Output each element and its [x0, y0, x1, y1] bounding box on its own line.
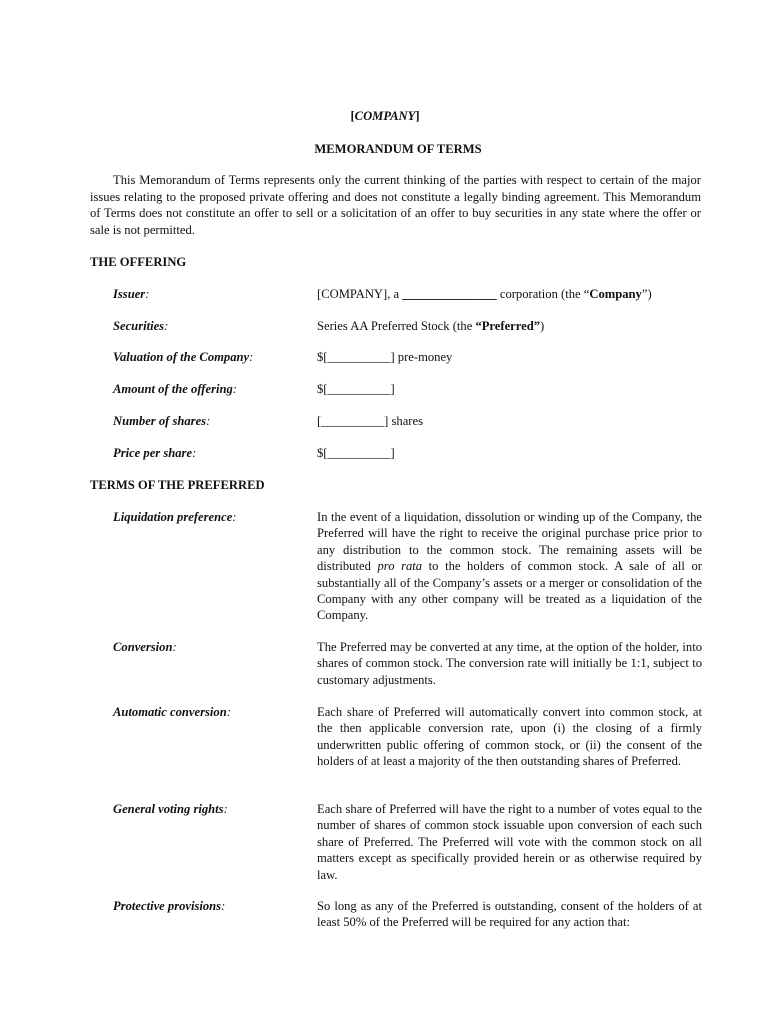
intro-paragraph: This Memorandum of Terms represents only the current thinking of the parties with respect to certain of the major issues relating to the proposed private offering and does not constitute a legally binding agreement. This Memorandum of Terms does not constitute an offer to sell or a solicitation of an offer to buy securities in any state where the offer or sale is not permitted. — [90, 173, 701, 237]
issuer-blank: _______________ — [402, 287, 497, 301]
shares-value: [__________] shares — [317, 414, 423, 428]
memo-title: MEMORANDUM OF TERMS — [314, 142, 482, 156]
voting-rights-label: General voting rights: — [113, 802, 228, 816]
valuation-label: Valuation of the Company: — [113, 350, 254, 364]
issuer-value: [COMPANY], a _______________ corporation (the “Company”) — [317, 287, 652, 301]
conversion-text: The Preferred may be converted at any time, at the option of the holder, into shares of common stock. The conversion rate will initially be 1:1, subject to customary adjustments. — [317, 640, 702, 687]
company-title: [COMPANY] — [350, 109, 420, 123]
valuation-value: $[__________] pre-money — [317, 350, 453, 364]
automatic-conversion-label: Automatic conversion: — [113, 705, 231, 719]
amount-label: Amount of the offering: — [113, 382, 237, 396]
automatic-conversion-text: Each share of Preferred will automatically convert into common stock, at the then applicable conversion rate, upon (i) the closing of a firmly underwritten public offering of common stock, or (ii) the consent of the holders of at least a majority of the then outstanding shares of Preferred. — [317, 705, 702, 769]
terms-heading: TERMS OF THE PREFERRED — [90, 478, 265, 492]
liquidation-text: In the event of a liquidation, dissolution or winding up of the Company, the Preferred will have the right to receive the original purchase price prior to any distribution to the common stock. The remaining assets will be distributed pro rata to the holders of common stock. A sale of all or substantially all of the Company’s assets or a merger or consolidation of the Company with any other company will be treated as a liquidation of the Company. — [317, 510, 702, 623]
company-placeholder: COMPANY — [354, 109, 416, 123]
conversion-label: Conversion: — [113, 640, 177, 654]
shares-label: Number of shares: — [113, 414, 211, 428]
amount-value: $[__________] — [317, 382, 395, 396]
issuer-label: Issuer: — [113, 287, 150, 301]
price-label: Price per share: — [113, 446, 197, 460]
voting-rights-text: Each share of Preferred will have the right to a number of votes equal to the number of shares of common stock issuable upon conversion of each such share of Preferred. The Preferred will vote with the common stock on all matters except as specifically provided herein or as otherwise required by law. — [317, 802, 702, 882]
securities-label: Securities: — [113, 319, 169, 333]
offering-heading: THE OFFERING — [90, 255, 187, 269]
liquidation-label: Liquidation preference: — [113, 510, 237, 524]
price-value: $[__________] — [317, 446, 395, 460]
protective-text: So long as any of the Preferred is outstanding, consent of the holders of at least 50% of the Preferred will be required for any action that: — [317, 899, 702, 930]
securities-value: Series AA Preferred Stock (the “Preferred”) — [317, 319, 545, 333]
protective-label: Protective provisions: — [113, 899, 226, 913]
